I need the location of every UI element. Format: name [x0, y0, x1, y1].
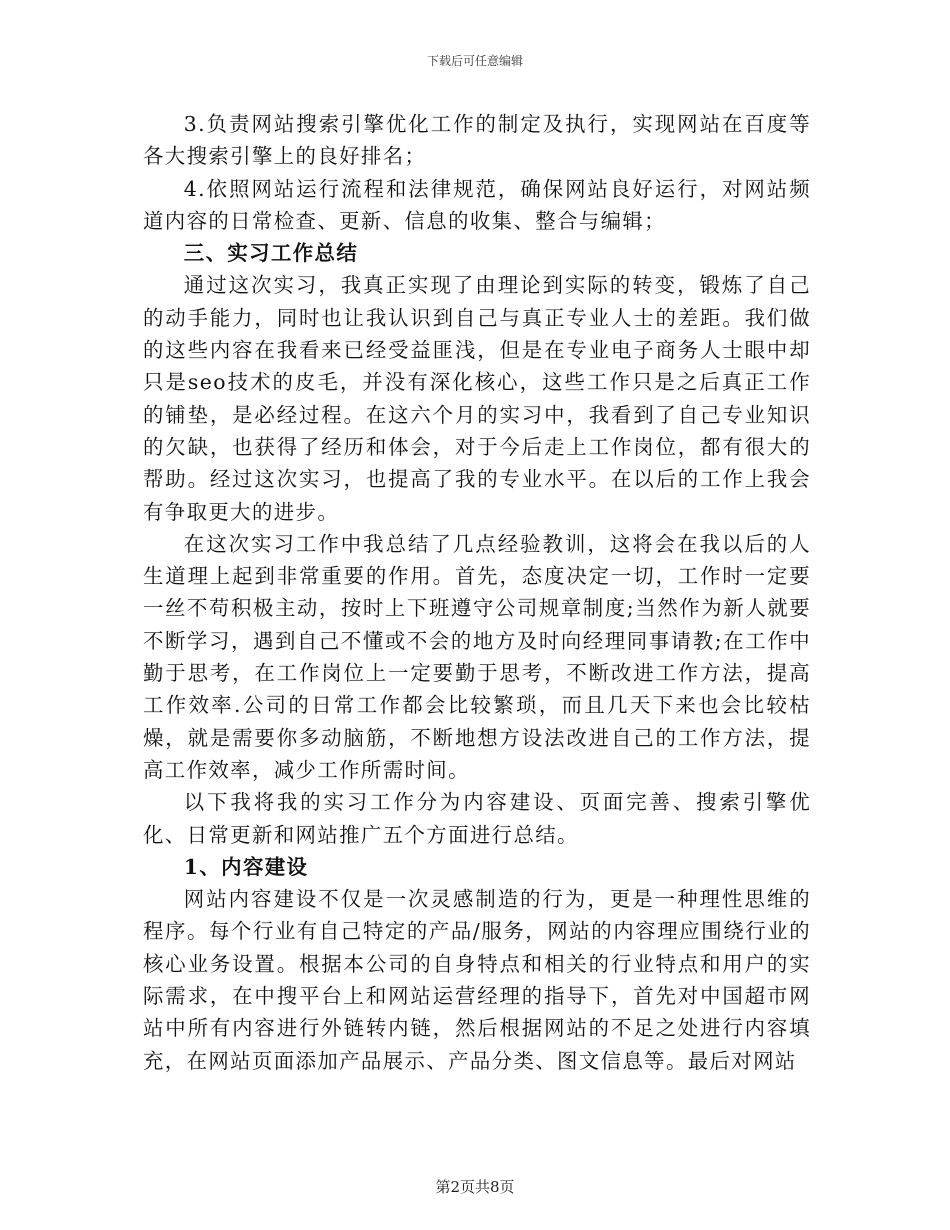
- paragraph-item-4: 4.依照网站运行流程和法律规范，确保网站良好运行，对网站频道内容的日常检查、更新、信息的收集、整合与编辑；: [143, 176, 811, 233]
- paragraph-summary-3: 以下我将我的实习工作分为内容建设、页面完善、搜索引擎优化、日常更新和网站推广五个方面进行总结。: [143, 790, 811, 847]
- paragraph-item-3: 3.负责网站搜索引擎优化工作的制定及执行，实现网站在百度等各大搜索引擎上的良好排名；: [143, 112, 811, 169]
- paragraph-summary-1: 通过这次实习，我真正实现了由理论到实际的转变，锻炼了自己的动手能力，同时也让我认识到自己与真正专业人士的差距。我们做的这些内容在我看来已经受益匪浅，但是在专业电子商务人士眼中却只是seo技术的皮毛，并没有深化核心，这些工作只是之后真正工作的铺垫，是必经过程。在这六个月的实习中，我看到了自己专业知识的欠缺，也获得了经历和体会，对于今后走上工作岗位，都有很大的帮助。经过这次实习，也提高了我的专业水平。在以后的工作上我会有争取更大的进步。: [143, 273, 811, 524]
- paragraph-summary-2: 在这次实习工作中我总结了几点经验教训，这将会在我以后的人生道理上起到非常重要的作用。首先，态度决定一切，工作时一定要一丝不苟积极主动，按时上下班遵守公司规章制度;当然作为新人就要不断学习，遇到自己不懂或不会的地方及时向经理同事请教;在工作中勤于思考，在工作岗位上一定要勤于思考，不断改进工作方法，提高工作效率.公司的日常工作都会比较繁琐，而且几天下来也会比较枯燥，就是需要你多动脑筋，不断地想方设法改进自己的工作方法，提高工作效率，减少工作所需时间。: [143, 531, 811, 782]
- paragraph-content-building: 网站内容建设不仅是一次灵感制造的行为，更是一种理性思维的程序。每个行业有自己特定的产品/服务，网站的内容理应围绕行业的核心业务设置。根据本公司的自身特点和相关的行业特点和用户的实际需求，在中搜平台上和网站运营经理的指导下，首先对中国超市网站中所有内容进行外链转内链，然后根据网站的不足之处进行内容填充，在网站页面添加产品展示、产品分类、图文信息等。最后对网站: [143, 887, 811, 1073]
- page-header-note: 下载后可任意编辑: [426, 54, 523, 68]
- document-body: [143, 108, 811, 1077]
- page-number: 第2页共8页: [435, 1178, 515, 1196]
- subsection-heading-1: 1、内容建设: [183, 854, 309, 879]
- section-heading-3: 三、实习工作总结: [183, 241, 359, 266]
